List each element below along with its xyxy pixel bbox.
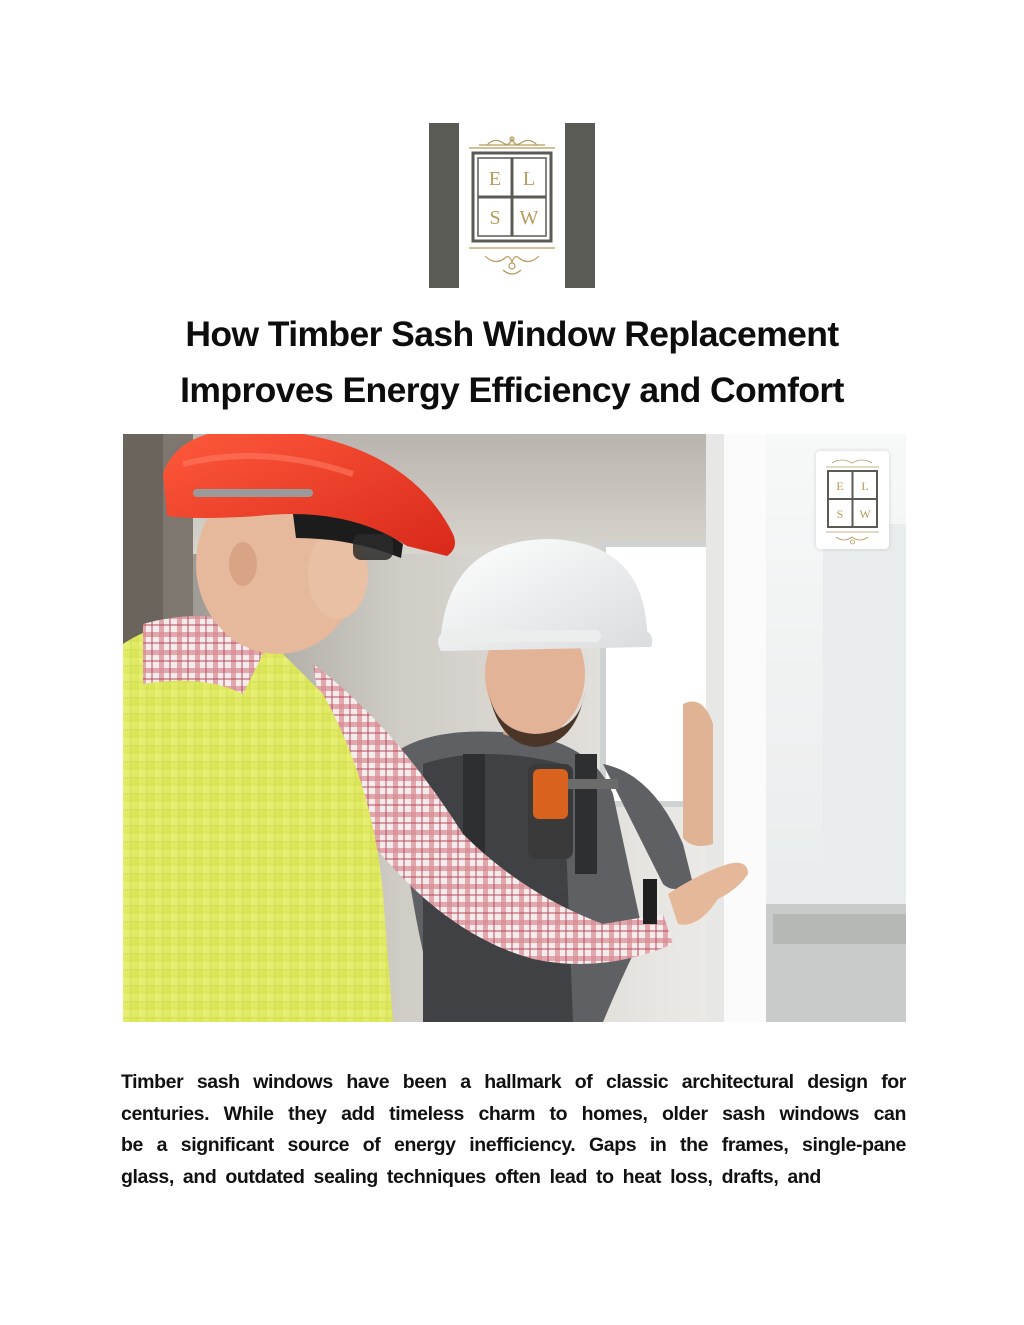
badge-letter-e: E (836, 479, 844, 493)
page-title (112, 306, 912, 418)
logo-letter-l: L (522, 168, 536, 190)
hero-logo-badge (816, 451, 889, 549)
paragraph-line-3: be a significant source of energy inefficiency. Gaps in the frames, single-pane (121, 1134, 906, 1156)
page-title-line-2: Improves Energy Efficiency and Comfort (180, 370, 844, 410)
logo-letter-w: W (519, 207, 539, 229)
badge-letter-w: W (859, 507, 871, 521)
paragraph-line-2: centuries. While they add timeless charm to homes, older sash windows can (121, 1102, 906, 1125)
badge-letter-s: S (836, 507, 844, 521)
window-logo-icon (429, 123, 595, 288)
workers-installing-window-icon (123, 434, 906, 1022)
hero-photo (123, 434, 906, 1022)
window-logo-icon (816, 451, 889, 549)
logo-letter-s: S (489, 207, 501, 229)
paragraph-line-4: glass, and outdated sealing techniques often lead to heat loss, drafts, and (121, 1165, 821, 1188)
intro-paragraph (121, 1067, 906, 1193)
paragraph-line-1: Timber sash windows have been a hallmark of classic architectural design for (121, 1071, 906, 1093)
badge-letter-l: L (861, 479, 869, 493)
logo-letter-e: E (488, 168, 502, 190)
page-title-line-1: How Timber Sash Window Replacement (185, 314, 839, 354)
elsw-logo (429, 123, 595, 288)
